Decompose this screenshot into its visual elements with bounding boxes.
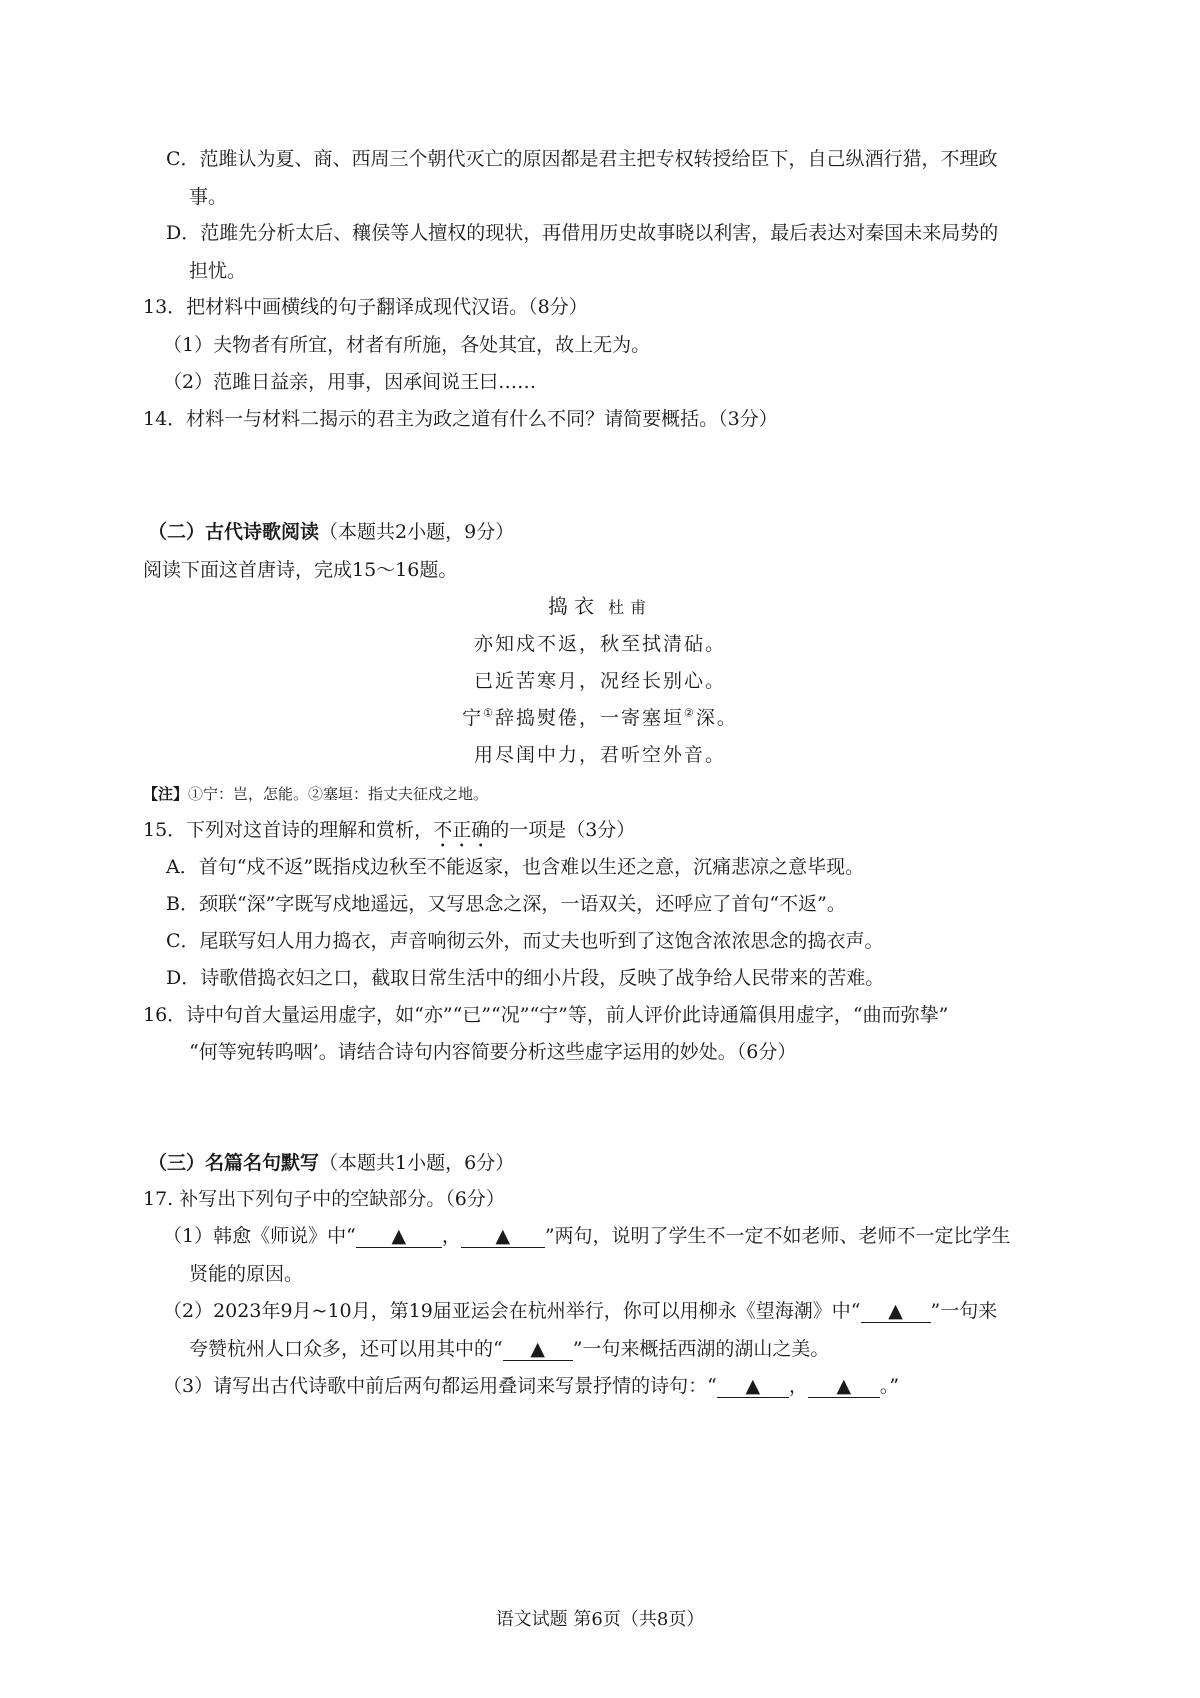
q17-stem: 17. 补写出下列句子中的空缺部分。（6分） <box>143 1188 505 1210</box>
q13-sub2: （2）范雎日益亲，用事，因承间说王曰…… <box>163 371 537 393</box>
q15-option-b: B．颈联“深”字既写戍地遥远，又写思念之深，一语双关，还呼应了首句“不返”。 <box>166 893 846 915</box>
section3-info: （本题共1小题，6分） <box>319 1152 515 1174</box>
footnote-mark-1: ① <box>483 706 495 720</box>
q15-emphasis: 不正确 <box>433 819 491 841</box>
q17-s2-text2: ”一句来 <box>930 1300 998 1322</box>
poem-title: 捣 衣 <box>547 594 595 618</box>
q17-s1-sep: ， <box>441 1225 461 1247</box>
q15-option-d: D．诗歌借捣衣妇之口，截取日常生活中的细小片段，反映了战争给人民带来的苦难。 <box>166 967 885 989</box>
q15-stem-part1: 15．下列对这首诗的理解和赏析， <box>143 819 434 841</box>
section3-heading <box>148 1149 514 1177</box>
q13-sub1: （1）夫物者有所宜，材者有所施，各处其宜，故上无为。 <box>163 334 651 356</box>
section2-heading <box>148 518 514 546</box>
poem-title-line <box>0 592 1200 622</box>
section2-info: （本题共2小题，9分） <box>319 521 515 543</box>
poem-line-3-part3: 深。 <box>695 707 738 729</box>
q17-sub3 <box>163 1372 899 1400</box>
answer-blank-4[interactable]: ▲ <box>503 1338 573 1361</box>
section3-title: （三）名篇名句默写 <box>148 1152 320 1174</box>
q12-option-d-line1: D．范雎先分析太后、穰侯等人擅权的现状，再借用历史故事晓以利害，最后表达对秦国未来局势的 <box>166 222 999 244</box>
q16-line1: 16．诗中句首大量运用虚字，如“亦”“已”“况”“宁”等，前人评价此诗通篇俱用虚字，“曲而弥挚” <box>143 1004 949 1026</box>
poem-author: 杜甫 <box>608 598 653 617</box>
q17-s3-text1: （3）请写出古代诗歌中前后两句都运用叠词来写景抒情的诗句：“ <box>163 1375 717 1397</box>
answer-blank-2[interactable]: ▲ <box>461 1225 545 1248</box>
poem-line-4: 用尽闺中力，君听空外音。 <box>473 744 726 766</box>
poem-line-3-part2: 辞捣熨倦，一寄塞垣 <box>494 707 684 729</box>
section2-title: （二）古代诗歌阅读 <box>148 521 320 543</box>
q17-s3-text2: 。” <box>879 1375 900 1397</box>
q17-sub2-line1 <box>163 1297 997 1325</box>
q15-stem-part2: 的一项是（3分） <box>490 819 636 841</box>
q17-s3-sep: ， <box>788 1375 808 1397</box>
q17-s2-text4: ”一句来概括西湖的湖山之美。 <box>572 1338 830 1360</box>
answer-blank-5[interactable]: ▲ <box>717 1375 789 1398</box>
q17-sub1-line1 <box>163 1222 1011 1250</box>
q12-option-c-line2: 事。 <box>189 186 228 208</box>
footnote-mark-2: ② <box>684 706 696 720</box>
poem-line-3-part1: 宁 <box>462 707 484 729</box>
answer-blank-3[interactable]: ▲ <box>861 1300 931 1323</box>
section2-intro: 阅读下面这首唐诗，完成15～16题。 <box>143 559 458 581</box>
poem-note <box>143 780 488 808</box>
q12-option-d-line2: 担忧。 <box>189 260 247 282</box>
q14-stem: 14．材料一与材料二揭示的君主为政之道有什么不同？请简要概括。（3分） <box>143 408 778 430</box>
q17-sub1-line2: 贤能的原因。 <box>189 1263 304 1285</box>
answer-blank-6[interactable]: ▲ <box>808 1375 880 1398</box>
q17-s2-text1: （2）2023年9月~10月，第19届亚运会在杭州举行，你可以用柳永《望海潮》中“ <box>163 1300 861 1322</box>
q15-option-a: A．首句“戍不返”既指戍边秋至不能返家，也含难以生还之意，沉痛悲凉之意毕现。 <box>166 856 865 878</box>
q13-stem: 13．把材料中画横线的句子翻译成现代汉语。（8分） <box>143 296 588 318</box>
page-footer: 语文试题 第6页（共8页） <box>495 1609 705 1630</box>
q12-option-c-line1: C．范雎认为夏、商、西周三个朝代灭亡的原因都是君主把专权转授给臣下，自己纵酒行猎，不理政 <box>166 148 998 170</box>
poem-line-3 <box>0 704 1200 732</box>
q16-line2: “何等宛转呜咽’。请结合诗句内容简要分析这些虚字运用的妙处。（6分） <box>189 1041 797 1063</box>
note-text: ①宁：岂，怎能。②塞垣：指丈夫征戍之地。 <box>188 785 489 803</box>
q17-sub2-line2 <box>189 1335 829 1363</box>
q17-s1-text2: ”两句，说明了学生不一定不如老师、老师不一定比学生 <box>544 1225 1011 1247</box>
poem-line-1: 亦知戍不返，秋至拭清砧。 <box>473 633 726 655</box>
answer-blank-1[interactable]: ▲ <box>356 1225 442 1248</box>
q17-s1-text1: （1）韩愈《师说》中“ <box>163 1225 356 1247</box>
q17-s2-text3: 夸赞杭州人口众多，还可以用其中的“ <box>189 1338 503 1360</box>
poem-line-2: 已近苦寒月，况经长别心。 <box>473 670 726 692</box>
q15-stem <box>143 816 635 852</box>
q15-option-c: C．尾联写妇人用力捣衣，声音响彻云外，而丈夫也听到了这饱含浓浓思念的捣衣声。 <box>166 930 884 952</box>
note-label: 【注】 <box>143 785 189 803</box>
